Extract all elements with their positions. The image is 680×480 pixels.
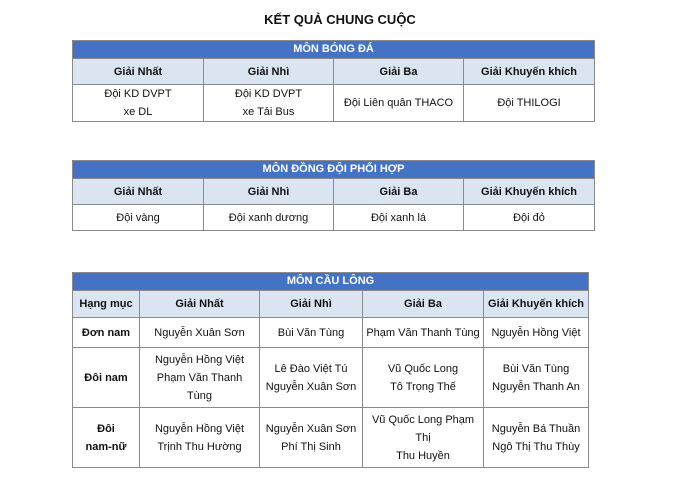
page-title: KẾT QUẢ CHUNG CUỘC [264,12,416,27]
football-results-table [72,40,595,122]
team-encouragement-prize: Đội đỏ [464,205,595,231]
category-line: Đôi nam [84,371,128,384]
winner-line: Ngô Thị Thu Thùy [492,440,580,453]
result-cell [140,318,260,348]
football-col-encouragement: Giải Khuyến khích [464,59,595,85]
winner-line: Nguyễn Thanh An [492,380,580,393]
winner-line: xe Tải Bus [242,106,295,118]
football-encouragement-prize [464,85,595,122]
winner-line: Nguyễn Hồng Việt [154,353,245,366]
result-cell [260,348,363,408]
result-cell [260,408,363,468]
table-row [73,318,589,348]
football-header: MÔN BÓNG ĐÁ [73,41,595,59]
winner-line: Phí Thị Sinh [281,440,341,453]
category-line: Đôi [97,422,115,435]
winner-line: Vũ Quốc Long Phạm Thị [371,413,475,444]
football-col-third: Giải Ba [334,59,464,85]
result-cell [484,408,589,468]
winner-line: Tô Trọng Thế [390,380,456,393]
badminton-header: MÔN CẦU LÔNG [73,273,589,291]
team-results-table [72,160,595,231]
winner-line: Đội Liên quân THACO [343,97,454,109]
winner-line: Lê Đào Việt Tú [274,362,348,375]
result-cell [363,408,484,468]
winner-line: Nguyễn Hồng Việt [491,326,581,339]
winner-line: Nguyễn Xuân Sơn [154,326,245,339]
football-col-first: Giải Nhất [73,59,204,85]
table-row [73,348,589,408]
winner-line: Phạm Văn Thanh Tùng [156,371,243,402]
category-mixed-doubles [73,408,140,468]
result-cell [363,318,484,348]
football-third-prize [334,85,464,122]
team-col-encouragement: Giải Khuyến khích [464,179,595,205]
winner-line: Nguyễn Hồng Việt [154,422,245,435]
team-first-prize: Đội vàng [73,205,204,231]
result-cell [260,318,363,348]
winner-line: Đội KD DVPT [234,88,303,100]
winner-line: Bùi Văn Tùng [502,362,570,375]
badminton-col-encouragement: Giải Khuyến khích [484,291,589,318]
winner-line: Đội THILOGI [497,97,561,109]
team-col-first: Giải Nhất [73,179,204,205]
result-cell [484,318,589,348]
result-cell [363,348,484,408]
category-line: Đơn nam [81,326,131,339]
team-col-second: Giải Nhì [204,179,334,205]
badminton-col-third: Giải Ba [363,291,484,318]
team-header: MÔN ĐỒNG ĐỘI PHỐI HỢP [73,161,595,179]
winner-line: Nguyễn Xuân Sơn [265,422,357,435]
badminton-col-second: Giải Nhì [260,291,363,318]
football-first-prize [73,85,204,122]
category-mens-doubles [73,348,140,408]
winner-line: Phạm Văn Thanh Tùng [366,326,480,339]
winner-line: xe DL [123,106,153,118]
result-cell [140,408,260,468]
category-mens-singles [73,318,140,348]
team-third-prize: Đội xanh lá [334,205,464,231]
winner-line: Thu Huyền [396,449,450,462]
badminton-results-table [72,272,589,468]
result-cell [484,348,589,408]
winner-line: Đội KD DVPT [104,88,172,100]
football-second-prize [204,85,334,122]
winner-line: Trịnh Thu Hường [157,440,242,453]
result-cell [140,348,260,408]
winner-line: Bùi Văn Tùng [277,326,345,339]
winner-line: Nguyễn Xuân Sơn [265,380,357,393]
table-row [73,408,589,468]
team-col-third: Giải Ba [334,179,464,205]
badminton-col-category: Hạng mục [73,291,140,318]
football-col-second: Giải Nhì [204,59,334,85]
winner-line: Vũ Quốc Long [387,362,459,375]
badminton-col-first: Giải Nhất [140,291,260,318]
team-second-prize: Đội xanh dương [204,205,334,231]
winner-line: Nguyễn Bá Thuần [491,422,581,435]
category-line: nam-nữ [85,440,127,453]
